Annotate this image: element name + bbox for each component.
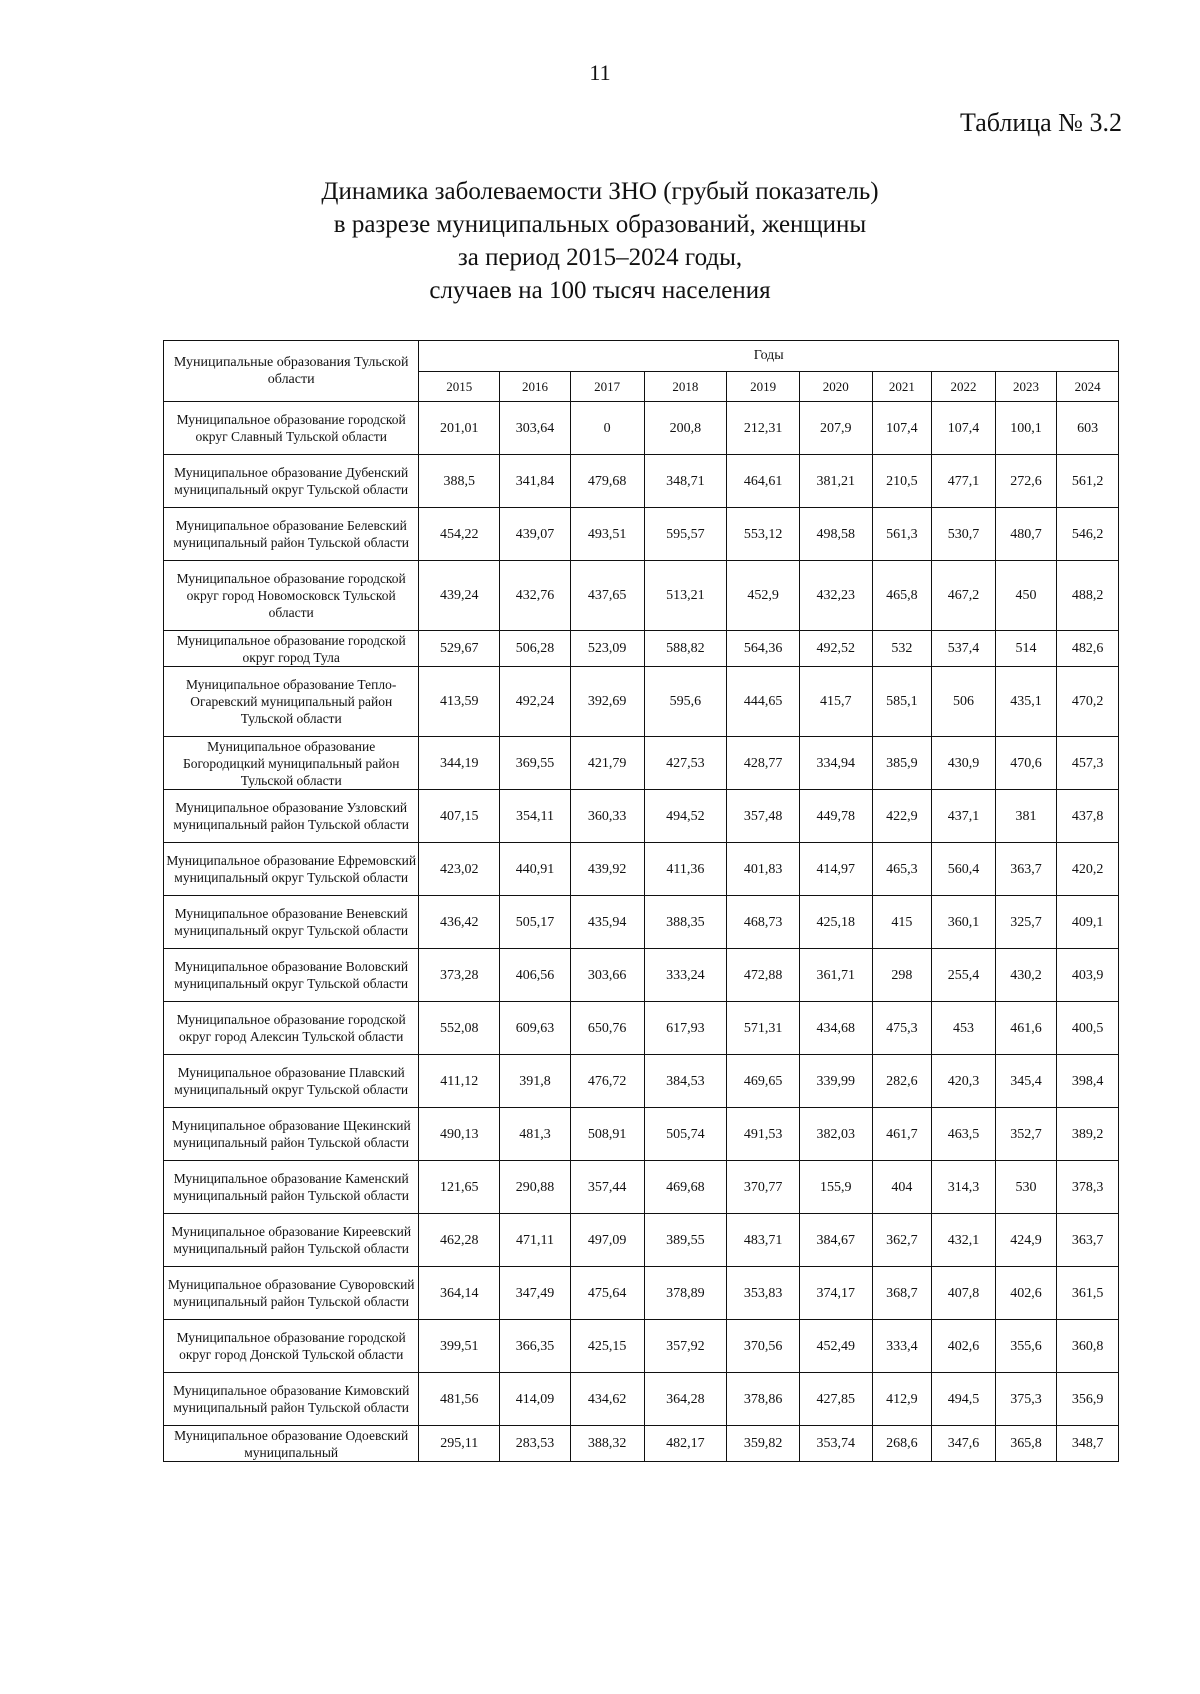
value-cell: 341,84 <box>500 455 571 508</box>
value-cell: 272,6 <box>995 455 1057 508</box>
value-cell: 392,69 <box>570 667 644 737</box>
table-row <box>164 949 1119 1002</box>
value-cell: 481,56 <box>419 1373 500 1426</box>
value-cell: 425,15 <box>570 1320 644 1373</box>
value-cell: 440,91 <box>500 843 571 896</box>
table-row <box>164 843 1119 896</box>
value-cell: 420,3 <box>932 1055 996 1108</box>
value-cell: 490,13 <box>419 1108 500 1161</box>
value-cell: 407,8 <box>932 1267 996 1320</box>
value-cell: 423,02 <box>419 843 500 896</box>
value-cell: 378,86 <box>727 1373 800 1426</box>
title-line: случаев на 100 тысяч населения <box>429 277 771 304</box>
value-cell: 359,82 <box>727 1426 800 1462</box>
value-cell: 468,73 <box>727 896 800 949</box>
value-cell: 333,4 <box>872 1320 932 1373</box>
value-cell: 465,8 <box>872 561 932 631</box>
municipality-name: Муниципальное образование Одоевский муниципальный <box>164 1426 419 1462</box>
value-cell: 100,1 <box>995 402 1057 455</box>
value-cell: 470,6 <box>995 737 1057 790</box>
value-cell: 207,9 <box>799 402 872 455</box>
value-cell: 564,36 <box>727 631 800 667</box>
value-cell: 362,7 <box>872 1214 932 1267</box>
value-cell: 532 <box>872 631 932 667</box>
value-cell: 357,44 <box>570 1161 644 1214</box>
value-cell: 388,35 <box>644 896 727 949</box>
table-row <box>164 1320 1119 1373</box>
municipality-name: Муниципальное образование городской округ Славный Тульской области <box>164 402 419 455</box>
value-cell: 354,11 <box>500 790 571 843</box>
value-cell: 403,9 <box>1057 949 1119 1002</box>
value-cell: 374,17 <box>799 1267 872 1320</box>
header-year: 2016 <box>500 371 571 402</box>
municipality-name: Муниципальное образование городской округ город Новомосковск Тульской области <box>164 561 419 631</box>
value-cell: 303,64 <box>500 402 571 455</box>
value-cell: 435,1 <box>995 667 1057 737</box>
table-row <box>164 455 1119 508</box>
value-cell: 444,65 <box>727 667 800 737</box>
value-cell: 345,4 <box>995 1055 1057 1108</box>
value-cell: 430,2 <box>995 949 1057 1002</box>
value-cell: 404 <box>872 1161 932 1214</box>
value-cell: 255,4 <box>932 949 996 1002</box>
value-cell: 482,6 <box>1057 631 1119 667</box>
value-cell: 454,22 <box>419 508 500 561</box>
value-cell: 561,3 <box>872 508 932 561</box>
value-cell: 303,66 <box>570 949 644 1002</box>
value-cell: 298 <box>872 949 932 1002</box>
table-row <box>164 1108 1119 1161</box>
value-cell: 603 <box>1057 402 1119 455</box>
value-cell: 462,28 <box>419 1214 500 1267</box>
value-cell: 561,2 <box>1057 455 1119 508</box>
value-cell: 268,6 <box>872 1426 932 1462</box>
value-cell: 453 <box>932 1002 996 1055</box>
value-cell: 449,78 <box>799 790 872 843</box>
value-cell: 378,89 <box>644 1267 727 1320</box>
value-cell: 491,53 <box>727 1108 800 1161</box>
municipality-name: Муниципальное образование Каменский муниципальный район Тульской области <box>164 1161 419 1214</box>
value-cell: 347,49 <box>500 1267 571 1320</box>
value-cell: 107,4 <box>932 402 996 455</box>
value-cell: 450 <box>995 561 1057 631</box>
value-cell: 355,6 <box>995 1320 1057 1373</box>
value-cell: 407,15 <box>419 790 500 843</box>
value-cell: 339,99 <box>799 1055 872 1108</box>
table-row <box>164 896 1119 949</box>
value-cell: 391,8 <box>500 1055 571 1108</box>
value-cell: 348,71 <box>644 455 727 508</box>
value-cell: 437,65 <box>570 561 644 631</box>
value-cell: 471,11 <box>500 1214 571 1267</box>
value-cell: 344,19 <box>419 737 500 790</box>
value-cell: 210,5 <box>872 455 932 508</box>
value-cell: 353,83 <box>727 1267 800 1320</box>
header-years: Годы <box>419 341 1119 372</box>
header-year: 2024 <box>1057 371 1119 402</box>
value-cell: 347,6 <box>932 1426 996 1462</box>
value-cell: 467,2 <box>932 561 996 631</box>
value-cell: 609,63 <box>500 1002 571 1055</box>
value-cell: 439,24 <box>419 561 500 631</box>
municipality-name: Муниципальное образование Воловский муниципальный округ Тульской области <box>164 949 419 1002</box>
value-cell: 476,72 <box>570 1055 644 1108</box>
value-cell: 452,49 <box>799 1320 872 1373</box>
value-cell: 364,14 <box>419 1267 500 1320</box>
table-row <box>164 1214 1119 1267</box>
value-cell: 479,68 <box>570 455 644 508</box>
value-cell: 430,9 <box>932 737 996 790</box>
value-cell: 381,21 <box>799 455 872 508</box>
table-number: Таблица № 3.2 <box>959 108 1122 137</box>
header-year: 2021 <box>872 371 932 402</box>
municipality-name: Муниципальное образование Киреевский муниципальный район Тульской области <box>164 1214 419 1267</box>
value-cell: 595,57 <box>644 508 727 561</box>
municipality-name: Муниципальное образование городской округ город Алексин Тульской области <box>164 1002 419 1055</box>
value-cell: 333,24 <box>644 949 727 1002</box>
table-row <box>164 790 1119 843</box>
header-year: 2017 <box>570 371 644 402</box>
value-cell: 212,31 <box>727 402 800 455</box>
value-cell: 398,4 <box>1057 1055 1119 1108</box>
value-cell: 427,53 <box>644 737 727 790</box>
municipality-name: Муниципальное образование Веневский муниципальный округ Тульской области <box>164 896 419 949</box>
value-cell: 356,9 <box>1057 1373 1119 1426</box>
value-cell: 325,7 <box>995 896 1057 949</box>
municipality-name: Муниципальное образование Плавский муниципальный округ Тульской области <box>164 1055 419 1108</box>
value-cell: 492,24 <box>500 667 571 737</box>
value-cell: 529,67 <box>419 631 500 667</box>
value-cell: 360,8 <box>1057 1320 1119 1373</box>
table-row <box>164 667 1119 737</box>
value-cell: 384,67 <box>799 1214 872 1267</box>
table-row <box>164 1373 1119 1426</box>
municipality-name: Муниципальное образование Щекинский муниципальный район Тульской области <box>164 1108 419 1161</box>
table-row <box>164 1055 1119 1108</box>
municipality-name: Муниципальное образование Дубенский муниципальный округ Тульской области <box>164 455 419 508</box>
value-cell: 553,12 <box>727 508 800 561</box>
table-row <box>164 1426 1119 1462</box>
value-cell: 470,2 <box>1057 667 1119 737</box>
value-cell: 363,7 <box>1057 1214 1119 1267</box>
value-cell: 494,52 <box>644 790 727 843</box>
table-row <box>164 402 1119 455</box>
value-cell: 388,5 <box>419 455 500 508</box>
value-cell: 413,59 <box>419 667 500 737</box>
value-cell: 492,52 <box>799 631 872 667</box>
header-year: 2018 <box>644 371 727 402</box>
value-cell: 364,28 <box>644 1373 727 1426</box>
value-cell: 107,4 <box>872 402 932 455</box>
value-cell: 411,36 <box>644 843 727 896</box>
value-cell: 360,1 <box>932 896 996 949</box>
value-cell: 363,7 <box>995 843 1057 896</box>
value-cell: 461,7 <box>872 1108 932 1161</box>
value-cell: 482,17 <box>644 1426 727 1462</box>
table-body <box>164 402 1119 1462</box>
value-cell: 588,82 <box>644 631 727 667</box>
value-cell: 530 <box>995 1161 1057 1214</box>
value-cell: 155,9 <box>799 1161 872 1214</box>
value-cell: 409,1 <box>1057 896 1119 949</box>
value-cell: 571,31 <box>727 1002 800 1055</box>
value-cell: 488,2 <box>1057 561 1119 631</box>
table-row <box>164 737 1119 790</box>
value-cell: 411,12 <box>419 1055 500 1108</box>
value-cell: 439,07 <box>500 508 571 561</box>
table-row <box>164 1002 1119 1055</box>
value-cell: 617,93 <box>644 1002 727 1055</box>
value-cell: 472,88 <box>727 949 800 1002</box>
value-cell: 0 <box>570 402 644 455</box>
value-cell: 425,18 <box>799 896 872 949</box>
value-cell: 465,3 <box>872 843 932 896</box>
value-cell: 389,2 <box>1057 1108 1119 1161</box>
value-cell: 530,7 <box>932 508 996 561</box>
value-cell: 399,51 <box>419 1320 500 1373</box>
value-cell: 469,68 <box>644 1161 727 1214</box>
value-cell: 483,71 <box>727 1214 800 1267</box>
value-cell: 434,68 <box>799 1002 872 1055</box>
header-municipality: Муниципальные образования Тульской области <box>164 341 419 402</box>
value-cell: 373,28 <box>419 949 500 1002</box>
table-row <box>164 1161 1119 1214</box>
value-cell: 378,3 <box>1057 1161 1119 1214</box>
value-cell: 497,09 <box>570 1214 644 1267</box>
value-cell: 402,6 <box>995 1267 1057 1320</box>
value-cell: 469,65 <box>727 1055 800 1108</box>
value-cell: 400,5 <box>1057 1002 1119 1055</box>
value-cell: 493,51 <box>570 508 644 561</box>
value-cell: 353,74 <box>799 1426 872 1462</box>
value-cell: 415,7 <box>799 667 872 737</box>
header-year: 2023 <box>995 371 1057 402</box>
title-line: в разрезе муниципальных образований, женщины <box>333 211 867 238</box>
municipality-name: Муниципальное образование Узловский муниципальный район Тульской области <box>164 790 419 843</box>
value-cell: 506 <box>932 667 996 737</box>
value-cell: 370,56 <box>727 1320 800 1373</box>
value-cell: 357,48 <box>727 790 800 843</box>
value-cell: 200,8 <box>644 402 727 455</box>
table-title <box>0 175 1200 307</box>
value-cell: 402,6 <box>932 1320 996 1373</box>
value-cell: 585,1 <box>872 667 932 737</box>
value-cell: 452,9 <box>727 561 800 631</box>
value-cell: 481,3 <box>500 1108 571 1161</box>
municipality-name: Муниципальное образование городской округ город Донской Тульской области <box>164 1320 419 1373</box>
value-cell: 475,3 <box>872 1002 932 1055</box>
value-cell: 365,8 <box>995 1426 1057 1462</box>
municipality-name: Муниципальное образование Кимовский муниципальный район Тульской области <box>164 1373 419 1426</box>
value-cell: 414,97 <box>799 843 872 896</box>
header-year: 2020 <box>799 371 872 402</box>
header-year: 2015 <box>419 371 500 402</box>
value-cell: 388,32 <box>570 1426 644 1462</box>
table-row <box>164 631 1119 667</box>
value-cell: 422,9 <box>872 790 932 843</box>
value-cell: 384,53 <box>644 1055 727 1108</box>
table-row <box>164 561 1119 631</box>
value-cell: 357,92 <box>644 1320 727 1373</box>
value-cell: 282,6 <box>872 1055 932 1108</box>
value-cell: 494,5 <box>932 1373 996 1426</box>
value-cell: 432,1 <box>932 1214 996 1267</box>
value-cell: 475,64 <box>570 1267 644 1320</box>
value-cell: 513,21 <box>644 561 727 631</box>
value-cell: 401,83 <box>727 843 800 896</box>
value-cell: 420,2 <box>1057 843 1119 896</box>
municipality-name: Муниципальное образование Белевский муниципальный район Тульской области <box>164 508 419 561</box>
value-cell: 366,35 <box>500 1320 571 1373</box>
municipality-name: Муниципальное образование Тепло-Огаревский муниципальный район Тульской области <box>164 667 419 737</box>
value-cell: 361,71 <box>799 949 872 1002</box>
value-cell: 368,7 <box>872 1267 932 1320</box>
value-cell: 464,61 <box>727 455 800 508</box>
page-number: 11 <box>589 60 611 85</box>
value-cell: 439,92 <box>570 843 644 896</box>
value-cell: 382,03 <box>799 1108 872 1161</box>
table-row <box>164 508 1119 561</box>
value-cell: 334,94 <box>799 737 872 790</box>
value-cell: 361,5 <box>1057 1267 1119 1320</box>
value-cell: 436,42 <box>419 896 500 949</box>
value-cell: 463,5 <box>932 1108 996 1161</box>
value-cell: 121,65 <box>419 1161 500 1214</box>
municipality-name: Муниципальное образование городской округ город Тула <box>164 631 419 667</box>
table-row <box>164 1267 1119 1320</box>
value-cell: 415 <box>872 896 932 949</box>
value-cell: 434,62 <box>570 1373 644 1426</box>
value-cell: 498,58 <box>799 508 872 561</box>
value-cell: 428,77 <box>727 737 800 790</box>
municipality-name: Муниципальное образование Суворовский муниципальный район Тульской области <box>164 1267 419 1320</box>
value-cell: 370,77 <box>727 1161 800 1214</box>
value-cell: 360,33 <box>570 790 644 843</box>
value-cell: 537,4 <box>932 631 996 667</box>
value-cell: 352,7 <box>995 1108 1057 1161</box>
value-cell: 437,1 <box>932 790 996 843</box>
value-cell: 369,55 <box>500 737 571 790</box>
value-cell: 461,6 <box>995 1002 1057 1055</box>
value-cell: 290,88 <box>500 1161 571 1214</box>
value-cell: 389,55 <box>644 1214 727 1267</box>
value-cell: 406,56 <box>500 949 571 1002</box>
value-cell: 508,91 <box>570 1108 644 1161</box>
value-cell: 381 <box>995 790 1057 843</box>
value-cell: 437,8 <box>1057 790 1119 843</box>
title-line: за период 2015–2024 годы, <box>457 244 743 271</box>
value-cell: 414,09 <box>500 1373 571 1426</box>
value-cell: 375,3 <box>995 1373 1057 1426</box>
municipality-name: Муниципальное образование Ефремовский муниципальный округ Тульской области <box>164 843 419 896</box>
value-cell: 650,76 <box>570 1002 644 1055</box>
value-cell: 477,1 <box>932 455 996 508</box>
value-cell: 314,3 <box>932 1161 996 1214</box>
value-cell: 546,2 <box>1057 508 1119 561</box>
value-cell: 385,9 <box>872 737 932 790</box>
value-cell: 552,08 <box>419 1002 500 1055</box>
value-cell: 523,09 <box>570 631 644 667</box>
value-cell: 514 <box>995 631 1057 667</box>
value-cell: 560,4 <box>932 843 996 896</box>
value-cell: 412,9 <box>872 1373 932 1426</box>
value-cell: 505,17 <box>500 896 571 949</box>
title-line: Динамика заболеваемости ЗНО (грубый показатель) <box>321 178 879 205</box>
municipality-name: Муниципальное образование Богородицкий муниципальный район Тульской области <box>164 737 419 790</box>
value-cell: 432,76 <box>500 561 571 631</box>
value-cell: 480,7 <box>995 508 1057 561</box>
value-cell: 457,3 <box>1057 737 1119 790</box>
value-cell: 424,9 <box>995 1214 1057 1267</box>
value-cell: 295,11 <box>419 1426 500 1462</box>
header-year: 2019 <box>727 371 800 402</box>
value-cell: 595,6 <box>644 667 727 737</box>
incidence-table <box>163 340 1119 1462</box>
header-row <box>164 341 1119 372</box>
value-cell: 201,01 <box>419 402 500 455</box>
value-cell: 283,53 <box>500 1426 571 1462</box>
value-cell: 348,7 <box>1057 1426 1119 1462</box>
value-cell: 506,28 <box>500 631 571 667</box>
header-year: 2022 <box>932 371 996 402</box>
value-cell: 505,74 <box>644 1108 727 1161</box>
value-cell: 435,94 <box>570 896 644 949</box>
value-cell: 427,85 <box>799 1373 872 1426</box>
value-cell: 421,79 <box>570 737 644 790</box>
value-cell: 432,23 <box>799 561 872 631</box>
